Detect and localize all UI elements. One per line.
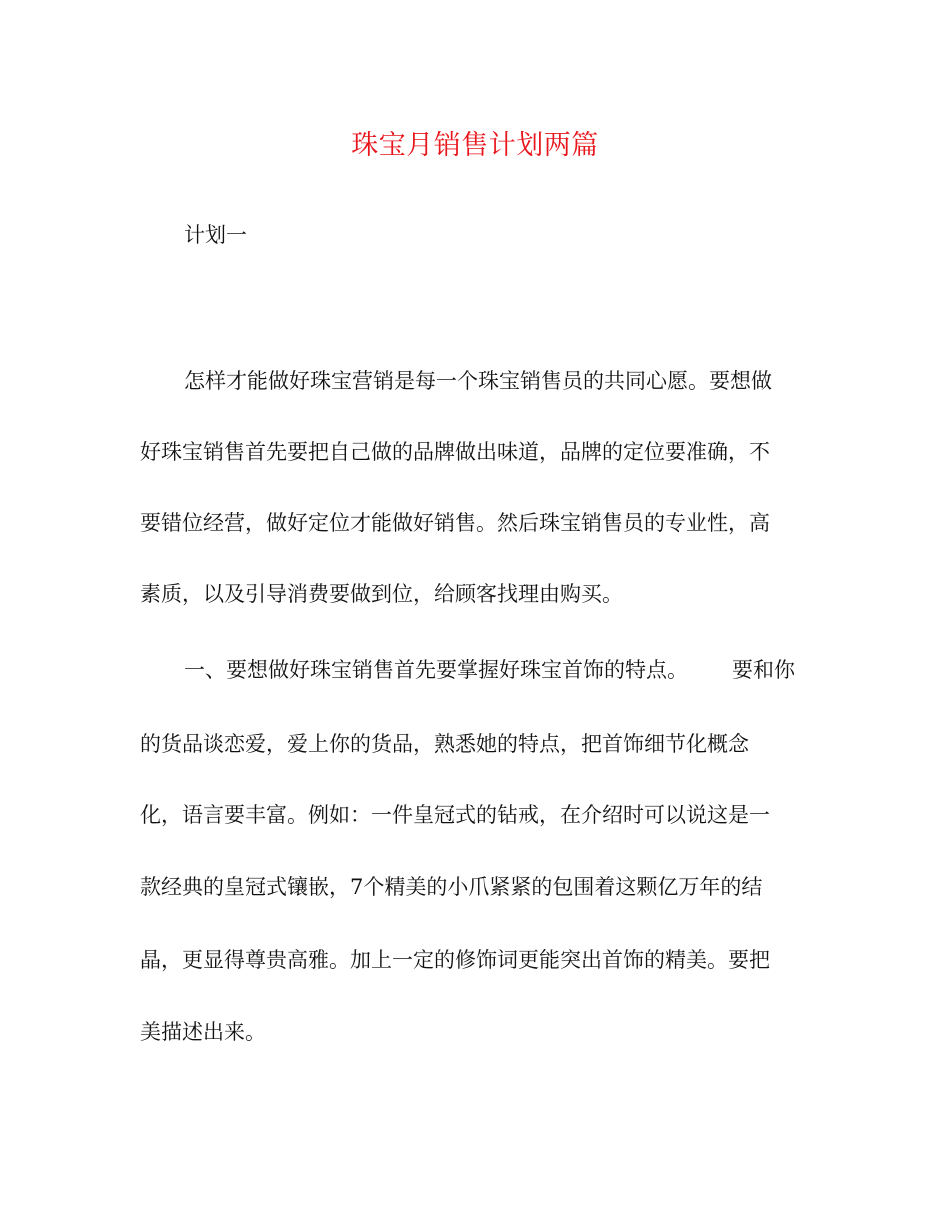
paragraph2-line-1: 的货品谈恋爱，爱上你的货品，熟悉她的特点，把首饰细节化概念 (140, 732, 749, 756)
paragraph2-line-2: 化，语言要丰富。例如：一件皇冠式的钻戒，在介绍时可以说这是一 (140, 803, 770, 827)
paragraph1-line-1: 怎样才能做好珠宝营销是每一个珠宝销售员的共同心愿。要想做 (184, 369, 772, 393)
paragraph1-line-2: 好珠宝销售首先要把自己做的品牌做出味道，品牌的定位要准确，不 (140, 440, 770, 464)
paragraph1-line-4: 素质，以及引导消费要做到位，给顾客找理由购买。 (140, 582, 623, 606)
paragraph1-line-3: 要错位经营，做好定位才能做好销售。然后珠宝销售员的专业性，高 (140, 511, 770, 535)
document-title: 珠宝月销售计划两篇 (351, 130, 599, 161)
paragraph2-line-5: 美描述出来。 (140, 1020, 266, 1044)
section-label: 计划一 (184, 223, 247, 247)
paragraph2-line-4: 晶，更显得尊贵高雅。加上一定的修饰词更能突出首饰的精美。要把 (140, 948, 770, 972)
paragraph2-line-3: 款经典的皇冠式镶嵌，7个精美的小爪紧紧的包围着这颗亿万年的结 (140, 875, 763, 899)
paragraph2-first-line (184, 655, 864, 685)
paragraph2-heading: 一、要想做好珠宝销售首先要掌握好珠宝首饰的特点。 (184, 658, 688, 682)
paragraph2-lead: 要和你 (732, 658, 795, 682)
